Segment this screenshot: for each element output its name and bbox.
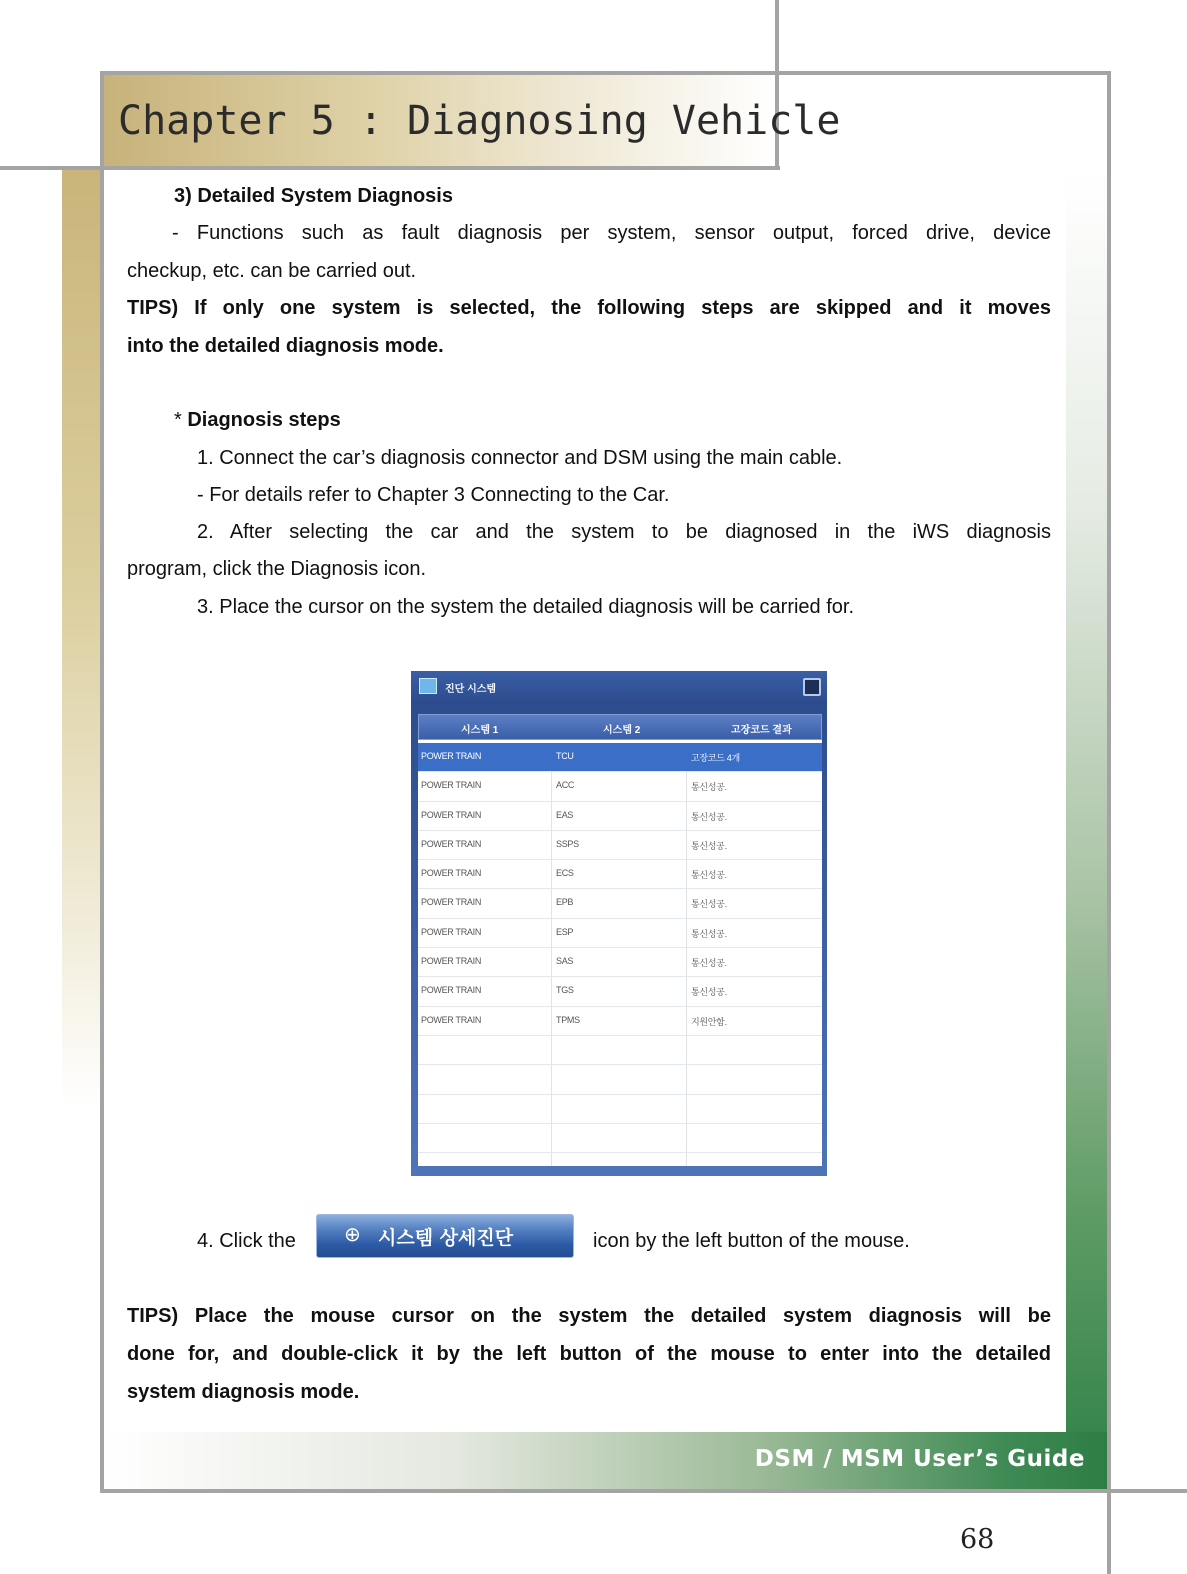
magnifier-plus-icon: ⊕ <box>344 1222 361 1246</box>
tips-line: TIPS) If only one system is selected, the following steps are skipped and it moves <box>127 297 1051 319</box>
table-cell-system2: TGS <box>556 985 574 996</box>
table-cell-result: 통신성공. <box>691 928 727 939</box>
left-decor-strip <box>62 170 102 1110</box>
table-cell-system2: SSPS <box>556 838 579 849</box>
table-cell-system2: TCU <box>556 751 574 761</box>
section-heading: 3) Detailed System Diagnosis <box>174 185 453 207</box>
column-header-result[interactable]: 고장코드 결과 <box>731 725 792 736</box>
table-cell-system2: TPMS <box>556 1014 580 1025</box>
table-row[interactable] <box>418 743 822 772</box>
table-cell-system2: ESP <box>556 926 574 937</box>
table-cell-result: 통신성공. <box>691 899 727 910</box>
table-cell-system2: ECS <box>556 868 574 879</box>
chapter-title: Chapter 5 : Diagnosing Vehicle <box>118 98 841 144</box>
right-decor-strip <box>1066 170 1107 1490</box>
table-cell-system1: POWER TRAIN <box>421 780 482 791</box>
frame-line <box>1107 71 1111 1574</box>
table-row[interactable] <box>418 889 822 918</box>
table-cell-result: 통신성공. <box>691 958 727 969</box>
system-grid <box>418 714 822 1166</box>
table-cell-system2: EPB <box>556 897 574 908</box>
table-cell-system1: POWER TRAIN <box>421 868 482 879</box>
table-cell-result: 통신성공. <box>691 987 727 998</box>
frame-line <box>100 1489 1187 1493</box>
column-header-system1[interactable]: 시스템 1 <box>461 725 499 736</box>
close-icon[interactable] <box>803 678 821 696</box>
table-row[interactable] <box>418 831 822 860</box>
grid-rows <box>418 743 822 1153</box>
step-2-cont: program, click the Diagnosis icon. <box>127 558 427 580</box>
table-cell-result: 지원안함. <box>691 1016 727 1027</box>
table-cell-system1: POWER TRAIN <box>421 1014 482 1025</box>
table-row[interactable] <box>418 802 822 831</box>
table-cell-result: 통신성공. <box>691 840 727 851</box>
table-row[interactable] <box>418 1007 822 1036</box>
step-1: 1. Connect the car’s diagnosis connector and DSM using the main cable. <box>197 447 843 469</box>
steps-heading <box>174 408 341 432</box>
table-cell-result: 통신성공. <box>691 870 727 881</box>
guide-title: DSM / MSM User’s Guide <box>754 1446 1085 1472</box>
table-row[interactable] <box>418 1065 822 1094</box>
table-cell-result: 통신성공. <box>691 782 727 793</box>
step-2: 2. After selecting the car and the system to be diagnosed in the iWS diagnosis <box>197 521 1051 543</box>
step-4-suffix: icon by the left button of the mouse. <box>593 1230 910 1252</box>
steps-bullet: * <box>174 409 188 431</box>
table-row[interactable] <box>418 1124 822 1153</box>
tips-line: TIPS) Place the mouse cursor on the system the detailed system diagnosis will be <box>127 1305 1051 1327</box>
table-cell-system1: POWER TRAIN <box>421 956 482 967</box>
table-cell-result: 통신성공. <box>691 811 727 822</box>
step-4-prefix: 4. Click the <box>197 1230 296 1252</box>
table-cell-system1: POWER TRAIN <box>421 926 482 937</box>
table-cell-system1: POWER TRAIN <box>421 985 482 996</box>
frame-line <box>100 71 104 1493</box>
table-row[interactable] <box>418 1095 822 1124</box>
table-row[interactable] <box>418 977 822 1006</box>
grid-header <box>418 714 822 740</box>
tips-line: system diagnosis mode. <box>127 1381 360 1403</box>
table-row[interactable] <box>418 772 822 801</box>
table-cell-system1: POWER TRAIN <box>421 809 482 820</box>
table-cell-system1: POWER TRAIN <box>421 838 482 849</box>
tips-line: done for, and double-click it by the left button of the mouse to enter into the detailed <box>127 1343 1051 1365</box>
tips-line: into the detailed diagnosis mode. <box>127 335 444 357</box>
step-1-note: - For details refer to Chapter 3 Connecting to the Car. <box>197 484 670 506</box>
table-cell-system2: ACC <box>556 780 575 791</box>
table-cell-system2: SAS <box>556 956 574 967</box>
steps-heading-text: Diagnosis steps <box>187 409 341 431</box>
screenshot-window-title: 진단 시스템 <box>445 684 497 695</box>
table-row[interactable] <box>418 860 822 889</box>
table-row[interactable] <box>418 919 822 948</box>
page-number: 68 <box>960 1524 995 1555</box>
table-cell-system1: POWER TRAIN <box>421 751 482 761</box>
table-cell-system1: POWER TRAIN <box>421 897 482 908</box>
column-header-system2[interactable]: 시스템 2 <box>603 725 641 736</box>
table-row[interactable] <box>418 1036 822 1065</box>
table-row[interactable] <box>418 948 822 977</box>
step-3: 3. Place the cursor on the system the detailed diagnosis will be carried for. <box>197 596 855 618</box>
table-cell-result: 고장코드 4개 <box>691 753 740 763</box>
table-cell-system2: EAS <box>556 809 574 820</box>
frame-line <box>775 0 779 170</box>
monitor-icon <box>419 678 437 694</box>
diagnosis-button-label: 시스템 상세진단 <box>378 1227 514 1249</box>
frame-line <box>100 71 1111 75</box>
intro-line: checkup, etc. can be carried out. <box>127 260 417 282</box>
diagnosis-system-screenshot <box>411 671 827 1176</box>
frame-line <box>0 166 780 170</box>
intro-line: - Functions such as fault diagnosis per system, sensor output, forced drive, device <box>172 222 1051 244</box>
